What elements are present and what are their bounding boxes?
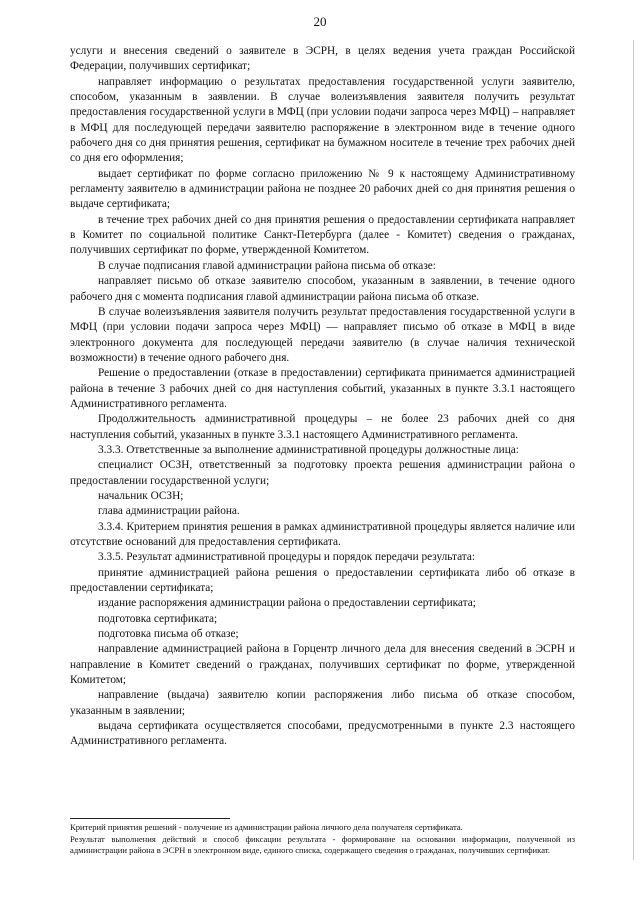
paragraph: начальник ОСЗН; (98, 489, 184, 502)
section-heading-3-3-5: 3.3.5. Результат административной процедуры и порядок передачи результата: (98, 551, 476, 564)
footnote-divider (70, 818, 230, 819)
paragraph: В случае подписания главой администрации района письма об отказе: (98, 259, 436, 272)
paragraph: принятие администрацией района решения о предоставлении сертификата либо об отказе в предоставлении сертификата; (70, 566, 575, 595)
paragraph: выдача сертификата осуществляется способами, предусмотренными в пункте 2.3 настоящего Административного регламента. (70, 720, 575, 748)
section-heading-3-3-3: 3.3.3. Ответственные за выполнение административной процедуры должностные лица: (98, 443, 519, 456)
paragraph: Продолжительность административной процедуры – не более 23 рабочих дней со дня наступления событий, указанных в пункте 3.3.1 настоящего Административного регламента. (70, 413, 575, 441)
paragraph: Решение о предоставлении (отказе в предоставлении) сертификата принимается администрацией района в течение 3 рабочих дней со дня наступления событий, указанных в пункте 3.3.1 настоящего Административного регламента. (70, 367, 575, 410)
paragraph: глава администрации района. (98, 505, 240, 518)
footnote: Критерий принятия решений - получение из администрации района личного дела получателя сертификата. (70, 822, 463, 832)
section-heading-3-3-4: 3.3.4. Критерием принятия решения в рамках административной процедуры является наличие или отсутствие оснований для предоставления сертификата. (70, 520, 575, 548)
footnotes (70, 822, 575, 857)
paragraph: в течение трех рабочих дней со дня принятия решения о предоставлении сертификата направляет в Комитет по социальной политике Санкт-Петербурга (далее - Комитет) сведения о гражданах, получивших сертификат по форме, утвержденной Комитетом. (70, 213, 575, 257)
paragraph: В случае волеизъявления заявителя получить результат предоставления государственной услуги в МФЦ (при условии подачи запроса через МФЦ) — направляет письмо об отказе в МФЦ в виде электронного документа для последующей передачи заявителю (в случае наличия технической возможности) в течение одного рабочего дня. (70, 305, 575, 364)
paragraph: выдает сертификат по форме согласно приложению № 9 к настоящему Административному регламенту заявителю в администрации района не позднее 20 рабочих дней со дня принятия решения о выдаче сертификата; (70, 167, 575, 211)
paragraph: направление администрацией района в Горцентр личного дела для внесения сведений в ЭСРН и направление в Комитет сведений о гражданах, получивших сертификат по форме, утвержденной Комитетом; (70, 643, 575, 687)
paragraph: подготовка письма об отказе; (98, 628, 239, 641)
scan-edge-line (633, 40, 634, 860)
paragraph: специалист ОСЗН, ответственный за подготовку проекта решения администрации района о предоставлении государственной услуги; (70, 459, 575, 487)
document-body (70, 44, 575, 750)
paragraph: услуги и внесения сведений о заявителе в ЭСРН, в целях ведения учета граждан Российской Федерации, получивших сертификат; (70, 45, 575, 73)
paragraph: направление (выдача) заявителю копии распоряжения либо письма об отказе способом, указанным в заявлении; (70, 689, 575, 717)
footnote: Результат выполнения действий и способ фиксации результата - формирование на основании информации, полученной из администрации района в ЭСРН в электронном виде, единого списка, содержащего сведения о гражданах, получивших сертификат. (70, 833, 575, 856)
paragraph: подготовка сертификата; (98, 612, 218, 625)
paragraph: направляет информацию о результатах предоставления государственной услуги заявителю, способом, указанным в заявлении. В случае волеизъявления заявителя получить результат предоставления государственной услуги в МФЦ (при условии подачи запроса через МФЦ) – направляет в МФЦ для последующей передачи заявителю распоряжение в электронном виде в течение одного рабочего дня со дня принятия решения, сертификат на бумажном носителе в течение трех рабочих дней со дня его оформления; (70, 75, 575, 165)
paragraph: направляет письмо об отказе заявителю способом, указанным в заявлении, в течение одного рабочего дня с момента подписания главой администрации района письма об отказе. (70, 275, 575, 303)
page-number: 20 (313, 14, 327, 29)
paragraph: издание распоряжения администрации района о предоставлении сертификата; (98, 597, 476, 610)
